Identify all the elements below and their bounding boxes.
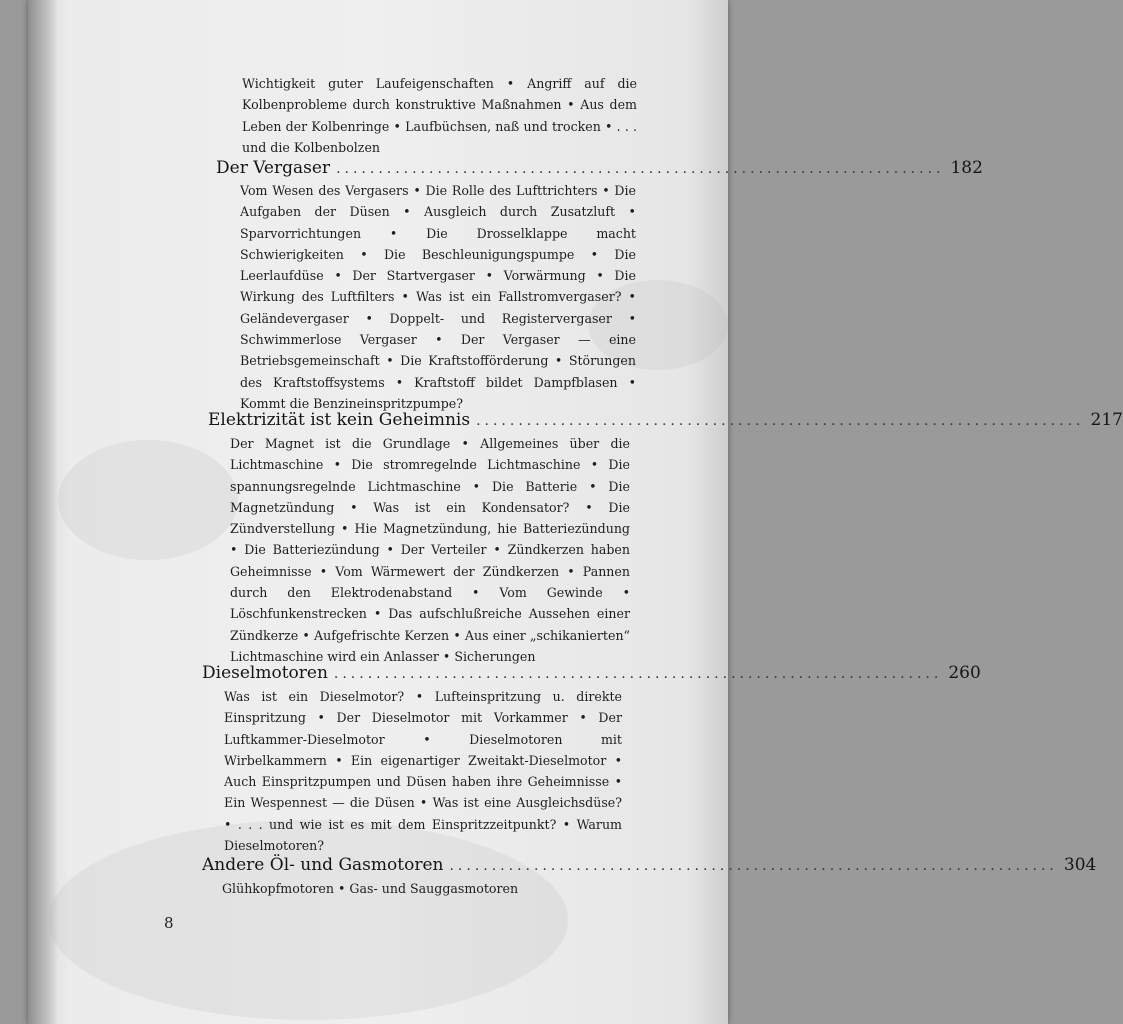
chapter-title: Andere Öl- und Gasmotoren [202, 855, 444, 875]
chapter-description: Der Magnet ist die Grundlage • Allgemeines über die Lichtmaschine • Die stromregelnde Lichtmaschine • Die spannungsregelnde Lichtmaschine • Die Batterie • Die Magnetzündung • Was ist ein Kondensator? • Die Zündverstellung • Hie Magnetzündung, hie Batteriezündung • Die Batteriezündung • Der Verteiler • Zündkerzen haben Geheimnisse • Vom Wärmewert der Zündkerzen • Pannen durch den Elektrodenabstand • Vom Gewinde • Löschfunkenstrecken • Das aufschlußreiche Aussehen einer Zündkerze • Aufgefrischte Kerzen • Aus einer „schikanierten“ Lichtmaschine wird ein Anlasser • Sicherungen [230, 436, 630, 664]
chapter-page-number: 182 [950, 158, 983, 178]
chapter-page-number: 304 [1063, 855, 1097, 875]
toc-entry [202, 855, 1097, 875]
chapter-title: Der Vergaser [216, 158, 331, 178]
chapter-page-number: 260 [948, 663, 981, 683]
chapter-title: Dieselmotoren [202, 663, 328, 683]
intro-text: Wichtigkeit guter Laufeigenschaften • Angriff auf die Kolbenprobleme durch konstruktive Maßnahmen • Aus dem Leben der Kolbenringe • Laufbüchsen, naß und trocken • . . . und die Kolbenbolzen [242, 76, 637, 155]
dot-leader: ........................................................................ [333, 666, 943, 682]
dot-leader: ........................................................................ [336, 161, 945, 177]
toc-entry [202, 663, 981, 683]
book-page [28, 0, 1123, 1024]
dot-leader: ........................................................................ [449, 858, 1058, 874]
page-number: 8 [164, 914, 174, 932]
chapter-title: Elektrizität ist kein Geheimnis [208, 410, 471, 430]
dot-leader: ........................................................................ [476, 413, 1085, 429]
chapter-description: Glühkopfmotoren • Gas- und Sauggasmotoren [222, 881, 519, 896]
table-of-contents [28, 0, 1123, 1024]
chapter-description: Vom Wesen des Vergasers • Die Rolle des Lufttrichters • Die Aufgaben der Düsen • Ausgleich durch Zusatzluft • Sparvorrichtungen • Die Drosselklappe macht Schwierigkeiten • Die Beschleunigungspumpe • Die Leerlaufdüse • Der Startvergaser • Vorwärmung • Die Wirkung des Luftfilters • Was ist ein Fallstromvergaser? • Geländevergaser • Doppelt- und Registervergaser • Schwimmerlose Vergaser • Der Vergaser — eine Betriebsgemeinschaft • Die Kraftstofförderung • Störungen des Kraftstoffsystems • Kraftstoff bildet Dampfblasen • Kommt die Benzineinspritzpumpe? [240, 183, 636, 411]
toc-entry [216, 158, 983, 178]
toc-entry [208, 410, 1123, 430]
chapter-description: Was ist ein Dieselmotor? • Lufteinspritzung u. direkte Einspritzung • Der Dieselmotor mit Vorkammer • Der Luftkammer-Dieselmotor • Dieselmotoren mit Wirbelkammern • Ein eigenartiger Zweitakt-Dieselmotor • Auch Einspritzpumpen und Düsen haben ihre Geheimnisse • Ein Wespennest — die Düsen • Was ist eine Ausgleichsdüse? • . . . und wie ist es mit dem Einspritzzeitpunkt? • Warum Dieselmotoren? [224, 689, 622, 854]
chapter-page-number: 217 [1090, 410, 1123, 430]
